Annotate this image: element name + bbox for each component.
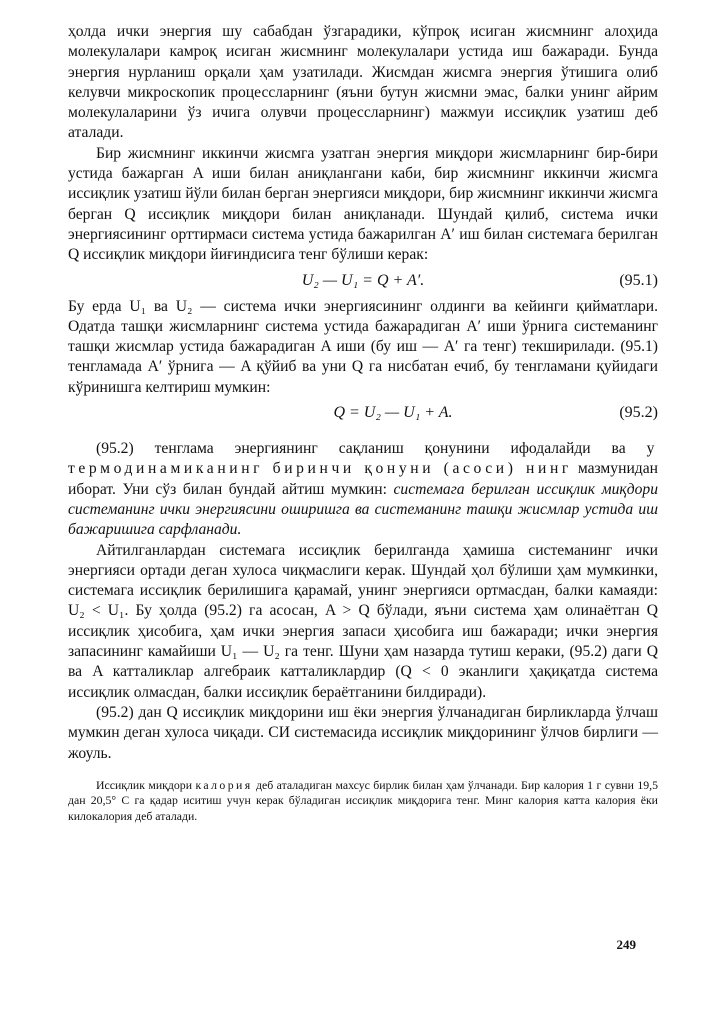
page-number: 249 xyxy=(616,937,636,952)
paragraph-energy-quantity: Бир жисмнинг иккинчи жисмга узатган энергия миқдори жисмларнинг бир-бири устида бажарган A иши билан аниқлангани каби, бир жисмнинг иккинчи жисмга иссиқлик узатиш йўли билан берган энергияси миқдори, бир жисмнинг иккинчи жисмга берган Q иссиқлик миқдори билан аниқланади. Шундай қилиб, система ички энергиясининг орттирмаси система устида бажарилган A′ иш билан системага берилган Q иссиқлик миқдори йиғиндисига тенг бўлиши керак: xyxy=(68,144,658,264)
equation-95-2 xyxy=(68,398,658,429)
equation-95-2-number: (95.2) xyxy=(619,404,658,422)
footnote-start: Иссиқлик миқдори xyxy=(96,777,193,792)
paragraph-heat-transfer: ҳолда ички энергия шу сабабдан ўзгарадики, кўпроқ исиган жисмнинг алоҳида молекулалари камроқ исиган жисмнинг молекулалари устида иш бажаради. Бунда энергия нурланиш орқали ҳам узатилади. Жисмдан жисмга энергия ўтишига олиб келувчи микроскопик процессларнинг (яъни бутун жисмни эмас, балки унинг айрим молекулаларини ўз ичига олувчи процессларнинг) мажмуи иссиқлик узатиш деб аталади. xyxy=(68,23,658,142)
footnote-calorie xyxy=(68,778,658,825)
equation-95-1 xyxy=(68,266,658,297)
footnote-calorie-term: калория xyxy=(195,777,253,792)
first-law-statement: системага берилган иссиқлик миқдори системанинг ички энергиясини оширишга ва системанинг ташқи жисмлар устида иш бажаришига сарфланади. xyxy=(68,480,658,539)
first-law-name: у термодинамиканинг биринчи қонуни (асоси) нинг xyxy=(68,440,658,478)
paragraph-first-law xyxy=(68,439,658,540)
paragraph-si-units: (95.2) дан Q иссиқлик миқдорини иш ёки энергия ўлчанадиган бирликларда ўлчаш мумкин деган хулоса чиқади. СИ системасида иссиқлик миқдорининг ўлчов бирлиги — жоуль. xyxy=(68,703,658,762)
footnote-rest: деб аталадиган махсус бирлик билан ҳам ўлчанади. Бир калория 1 г сувни 19,5 дан 20,5° С га қадар иситиш учун керак бўладиган иссиқлик миқдорига тенг. Минг калория катта калория ёки килокалория деб аталади. xyxy=(68,777,658,823)
paragraph-notation: Бу ерда U₁ ва U₂ — система ички энергиясининг олдинги ва кейинги қийматлари. Одатда ташқи жисмларнинг система устида бажарадиган A′ иши ўрнига системанинг ташқи жисмлар устида бажарадиган A иши (бу иш — A′ га тенг) текширилади. (95.1) тенгламада A′ ўрнига — A қўйиб ва уни Q га нисбатан ечиб, бу тенгламани қуйидаги кўринишга келтириш мумкин: xyxy=(68,297,658,396)
first-law-intro: (95.2) тенглама энергиянинг сақланиш қонунини ифодалайди ва xyxy=(96,440,626,458)
equation-95-2-formula: Q = U₂ — U₁ + A. xyxy=(333,404,453,422)
first-law-content: мазмунидан иборат. Уни сўз билан бундай айтиш мумкин: xyxy=(68,460,658,498)
paragraph-energy-decrease: Айтилганлардан системага иссиқлик берилганда ҳамиша системанинг ички энергияси ортади деган хулоса чиқмаслиги керак. Шундай ҳол бўлиши ҳам мумкинки, системага иссиқлик берилишига қарамай, унинг энергияси ортмасдан, балки камаяди: U₂ < U₁. Бу ҳолда (95.2) га асосан, A > Q бўлади, яъни система ҳам олинаётган Q иссиқлик ҳисобига, ҳам ички энергия запаси ҳисобига иш бажаради; ички энергия запасининг камайиши U₁ — U₂ га тенг. Шуни ҳам назарда тутиш кераки, (95.2) даги Q ва A катталиклар алгебраик катталиклардир (Q < 0 эканлиги ҳақиқатда система иссиқлик олмасдан, балки иссиқлик бераётганини билдиради). xyxy=(68,541,658,701)
equation-95-1-formula: U₂ — U₁ = Q + A′. xyxy=(301,271,425,289)
equation-95-1-number: (95.1) xyxy=(619,271,658,289)
